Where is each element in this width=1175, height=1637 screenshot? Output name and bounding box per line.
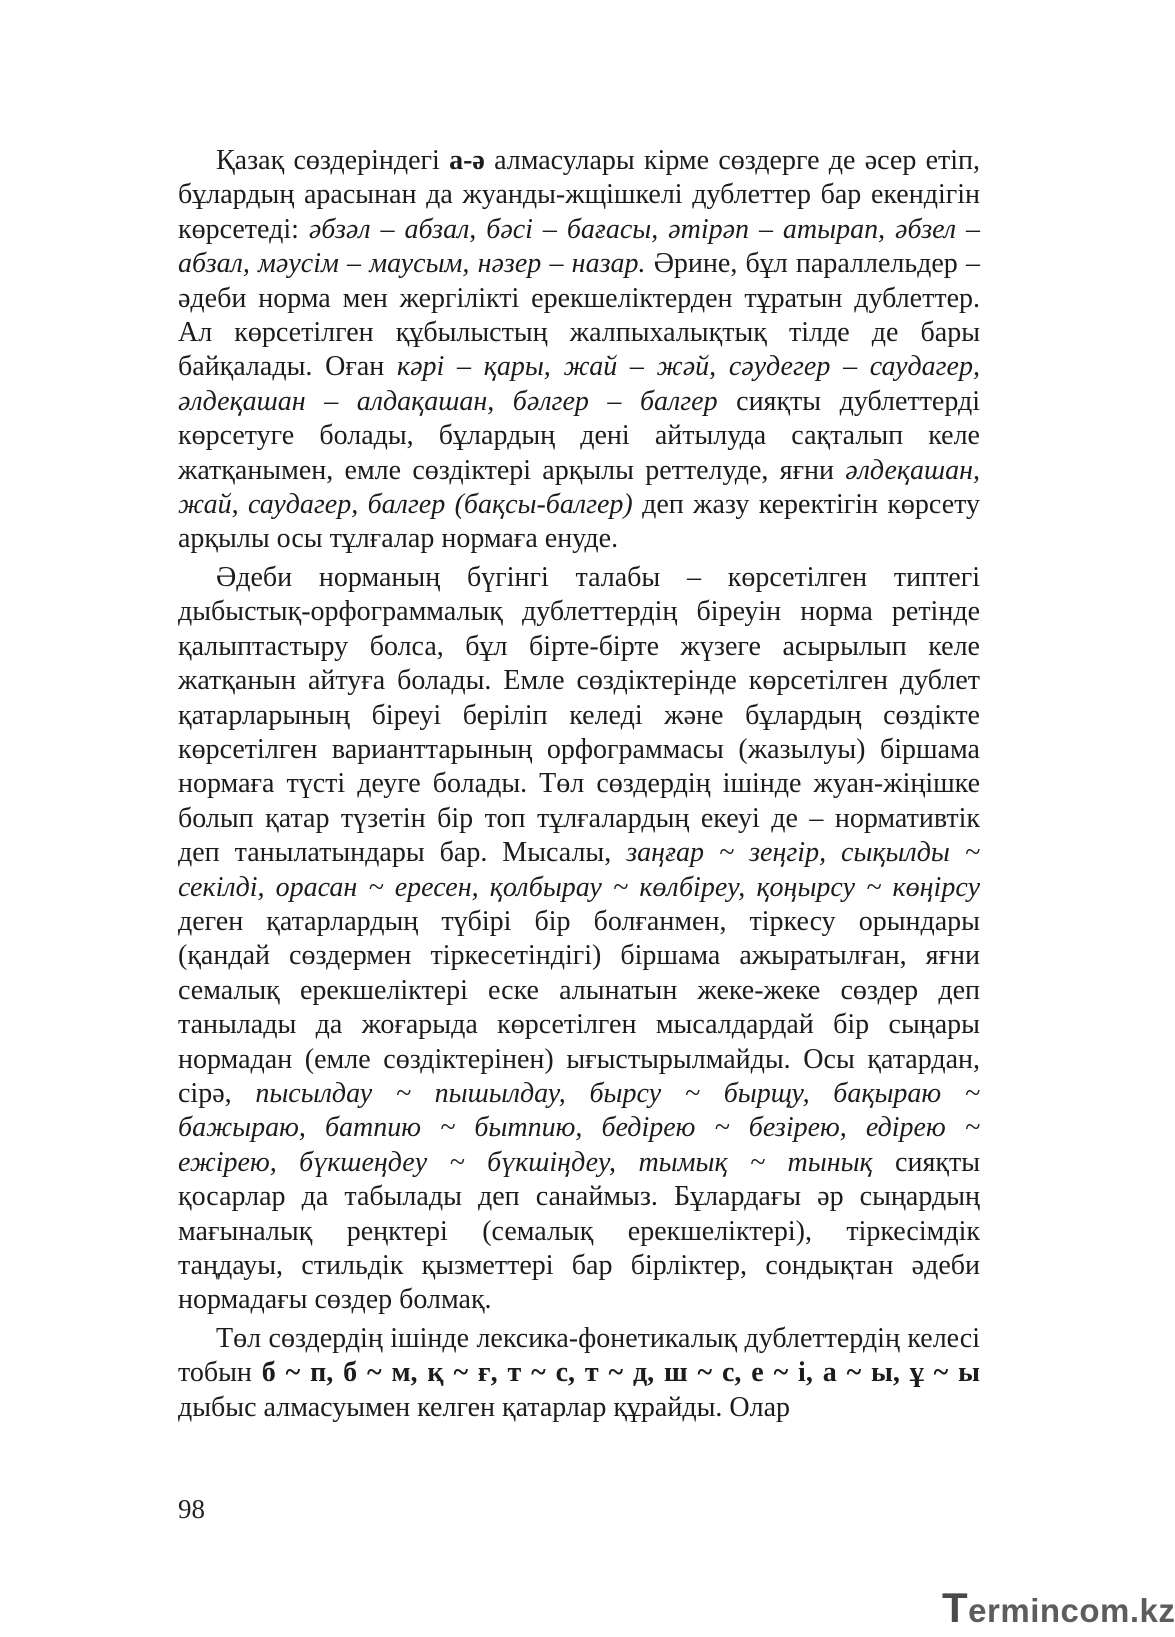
- page-body: [178, 144, 980, 1425]
- text-run: деген қатарлардың түбірі бір болғанмен, тіркесу орындары (қандай сөздермен тіркесетіндігі) біршама ажыратылған, яғни семалық ерекшеліктері еске алынатын жеке-жеке сөздер деп танылады да жоғарыда көрсетілген мысалдардай бір сыңары нормадан (емле сөздіктерінен) ығыстырылмайды. Осы қатардан, сірә,: [178, 905, 980, 1109]
- page-number: 98: [178, 1494, 205, 1524]
- paragraph-2: [178, 561, 980, 1318]
- bold-run: б ~ п, б ~ м, қ ~ ғ, т ~ с, т ~ д, ш ~ с, е ~ і, а ~ ы, ұ ~ ы: [261, 1357, 980, 1389]
- italic-example-run: әлдеқашан, жай, саудагер, балгер (бақсы-балгер): [178, 454, 980, 521]
- italic-example-run: пысылдау ~ пышылдау, бырсу ~ бырщу, бақыраю ~ бажыраю, батпию ~ бытпию, бедірею ~ безірею, едірею ~ ежірею, бүкшеңдеу ~ бүкшіңдеу, тымық ~ тынық: [178, 1077, 980, 1178]
- text-run: сияқты дублеттерді көрсетуге болады, бұлардың дені айтылуда сақталып келе жатқанымен, емле сөздіктері арқылы реттелуде, яғни: [178, 385, 981, 486]
- text-run: дыбыс алмасуымен келген қатарлар құрайды. Олар: [178, 1391, 791, 1423]
- magnifier-icon: o: [1079, 1592, 1101, 1629]
- text-run: Әдеби норманың бүгінгі талабы – көрсетілген типтегі дыбыстық-орфограммалық дублеттердің біреуін норма ретінде қалыптастыру болса, бұл бірте-бірте жүзеге асырылып келе жатқанын айтуға болады. Емле сөздіктерінде көрсетілген дублет қатарларының біреуі беріліп келеді және бұлардың сөздікте көрсетілген варианттарының орфограммасы (жазылуы) біршама нормаға түсті деуге болады. Төл сөздердің ішінде жуан-жіңішке болып қатар түзетін бір топ тұлғалардың екеуі де – нормативтік деп танылатындары бар. Мысалы,: [178, 561, 980, 869]
- text-run: Қазақ сөздеріндегі: [216, 145, 450, 176]
- italic-example-run: заңғар ~ зеңгір, сықылды ~ секілді, орасан ~ ересен, қолбырау ~ көлбіреу, қоңырсу ~ көңірсу: [178, 837, 980, 903]
- paragraph-1: [178, 144, 980, 557]
- text-run: Төл сөздердің ішінде лексика-фонетикалық дублеттердің келесі тобын: [178, 1322, 980, 1389]
- text-run: алмасулары кірме сөздерге де әсер етіп, бұлардың арасынан да жуанды-жщішкелі дублеттер бар екендігін көрсетеді:: [178, 145, 980, 245]
- text-run: сияқты қосарлар да табылады деп санаймыз. Бұлардағы әр сыңардың мағыналық реңктері (семалық ерекшеліктері), тіркесімдік таңдауы, стильдік қызметтері бар бірліктер, сондықтан әдеби нормадағы сөздер болмақ.: [178, 1146, 981, 1316]
- paragraph-3: [178, 1322, 980, 1425]
- termincom-watermark-logo: Termincom.kz: [942, 1584, 1175, 1631]
- text-run: деп жазу керектігін көрсету арқылы осы тұлғалар нормаға енуде.: [178, 489, 980, 555]
- italic-example-run: әбзәл – абзал, бәсі – бағасы, әтірәп – атырап, әбзел – абзал, мәусім – маусым, нәзер – назар.: [178, 213, 981, 280]
- text-run: Әрине, бұл параллельдер – әдеби норма мен жергілікті ерекшеліктерден тұратын дублеттер. Ал көрсетілген құбылыстың жалпыхалықтық тілде де бары байқалады. Оған: [178, 248, 980, 383]
- italic-example-run: кәрі – қары, жай – жәй, сәудегер – саудагер, әлдеқашан – алдақашан, бәлгер – балгер: [178, 351, 980, 417]
- bold-run: а-ә: [449, 145, 485, 176]
